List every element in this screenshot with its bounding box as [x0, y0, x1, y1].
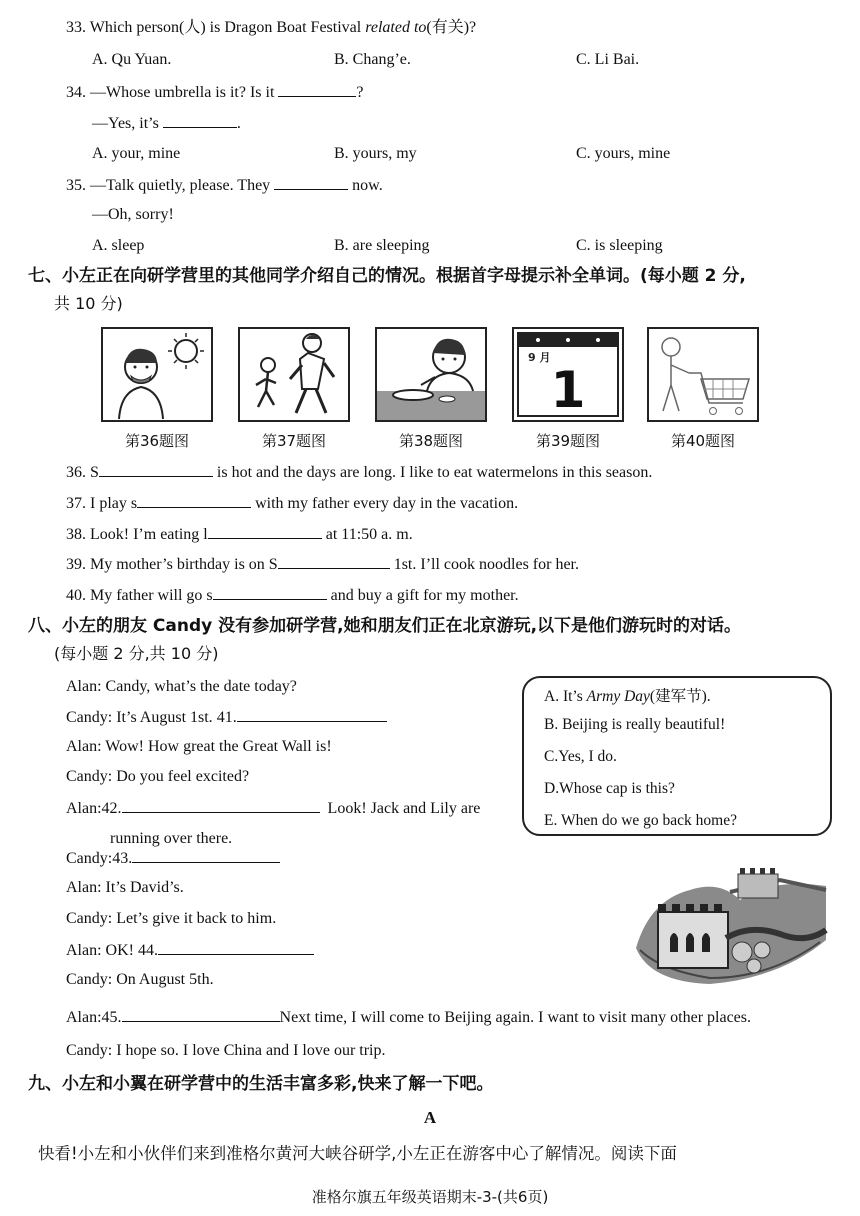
- q35-option-b: B. are sleeping: [334, 237, 430, 254]
- picture-38: [375, 327, 487, 422]
- dialogue-line-7: Alan: It’s David’s.: [66, 879, 184, 896]
- picture-37: [238, 327, 350, 422]
- section8-title: 八、小左的朋友 Candy 没有参加研学营,她和朋友们正在北京游玩,以下是他们游玩时的对话。: [28, 616, 742, 636]
- option-e: E. When do we go back home?: [544, 812, 737, 829]
- q33-option-a: A. Qu Yuan.: [92, 51, 172, 68]
- dialogue-line-4: Candy: Do you feel excited?: [66, 768, 250, 785]
- dialogue-line-12: Candy: I hope so. I love China and I love our trip.: [66, 1042, 386, 1059]
- boy-eating-watermelon-sun-icon: [103, 329, 211, 420]
- answer-blank: [278, 554, 390, 569]
- section8-title-cont: (每小题 2 分,共 10 分): [54, 644, 219, 663]
- father-and-child-running-icon: [240, 329, 348, 420]
- q34-line2: —Yes, it’s .: [92, 115, 241, 132]
- section7-title-cont: 共 10 分): [54, 294, 123, 313]
- boy-eating-lunch-icon: [377, 329, 485, 420]
- q39: 39. My mother’s birthday is on S 1st. I’ll cook noodles for her.: [66, 556, 579, 573]
- picture-39: [512, 327, 624, 422]
- dialogue-line-8: Candy: Let’s give it back to him.: [66, 910, 277, 927]
- option-d: D.Whose cap is this?: [544, 780, 675, 797]
- answer-blank: [274, 175, 348, 190]
- page-footer: 准格尔旗五年级英语期末-3-(共6页): [311, 1188, 549, 1206]
- dialogue-line-10: Candy: On August 5th.: [66, 971, 214, 988]
- q36: 36. S is hot and the days are long. I like to eat watermelons in this season.: [66, 464, 653, 481]
- answer-blank: [137, 493, 251, 508]
- dialogue-line-1: Alan: Candy, what’s the date today?: [66, 678, 297, 695]
- answer-blank: [122, 798, 320, 813]
- answer-blank: [132, 848, 280, 863]
- q33-stem: 33. Which person(人) is Dragon Boat Festival related to(有关)?: [66, 19, 477, 36]
- calendar-day: 1: [550, 361, 586, 419]
- calendar-month: 9 月: [528, 351, 551, 364]
- caption-37: 第37题图: [261, 432, 327, 450]
- q37: 37. I play s with my father every day in the vacation.: [66, 495, 519, 512]
- answer-blank: [278, 82, 356, 97]
- answer-blank: [237, 707, 387, 722]
- q34-option-a: A. your, mine: [92, 145, 181, 162]
- picture-36: [101, 327, 213, 422]
- dialogue-line-9: Alan: OK! 44.: [66, 940, 314, 961]
- answer-blank: [122, 1007, 280, 1022]
- q35-option-a: A. sleep: [92, 237, 145, 254]
- caption-40: 第40题图: [670, 432, 736, 450]
- option-a: A. It’s Army Day(建军节).: [544, 688, 711, 705]
- q33-option-c: C. Li Bai.: [576, 51, 640, 68]
- part-a-heading: A: [423, 1108, 437, 1127]
- answer-blank: [163, 113, 237, 128]
- man-with-shopping-cart-icon: [649, 329, 757, 420]
- q34-option-c: C. yours, mine: [576, 145, 671, 162]
- option-b: B. Beijing is really beautiful!: [544, 716, 726, 733]
- dialogue-line-2: Candy: It’s August 1st. 41.: [66, 707, 387, 728]
- q33-option-b: B. Chang’e.: [334, 51, 411, 68]
- option-c: C.Yes, I do.: [544, 748, 617, 765]
- q35-line1: 35. —Talk quietly, please. They now.: [66, 177, 383, 194]
- section9-intro: 快看!小左和小伙伴们来到准格尔黄河大峡谷研学,小左正在游客中心了解情况。阅读下面: [38, 1144, 677, 1163]
- answer-blank: [158, 940, 314, 955]
- picture-40: [647, 327, 759, 422]
- dialogue-line-3: Alan: Wow! How great the Great Wall is!: [66, 738, 332, 755]
- section7-title: 七、小左正在向研学营里的其他同学介绍自己的情况。根据首字母提示补全单词。(每小题 2 分,: [28, 266, 746, 286]
- caption-39: 第39题图: [535, 432, 601, 450]
- q40: 40. My father will go s and buy a gift for my mother.: [66, 587, 519, 604]
- q35-option-c: C. is sleeping: [576, 237, 663, 254]
- dialogue-line-6: Candy:43.: [66, 848, 280, 869]
- dialogue-line-5: Alan:42. Look! Jack and Lily are: [66, 800, 481, 817]
- options-box: [522, 676, 832, 836]
- section9-title: 九、小左和小翼在研学营中的生活丰富多彩,快来了解一下吧。: [28, 1074, 494, 1094]
- dialogue-line-11: Alan:45. Next time, I will come to Beijing again. I want to visit many other places.: [66, 1009, 751, 1026]
- caption-38: 第38题图: [398, 432, 464, 450]
- q38: 38. Look! I’m eating l at 11:50 a. m.: [66, 526, 413, 543]
- answer-blank: [208, 524, 322, 539]
- great-wall-illustration: [630, 860, 828, 988]
- q34-line1: 34. —Whose umbrella is it? Is it ?: [66, 84, 364, 101]
- answer-blank: [213, 585, 327, 600]
- q34-option-b: B. yours, my: [334, 145, 417, 162]
- answer-blank: [99, 462, 213, 477]
- q35-line2: —Oh, sorry!: [92, 206, 174, 223]
- caption-36: 第36题图: [124, 432, 190, 450]
- calendar-icon: [514, 329, 622, 420]
- dialogue-line-5-cont: running over there.: [110, 830, 233, 847]
